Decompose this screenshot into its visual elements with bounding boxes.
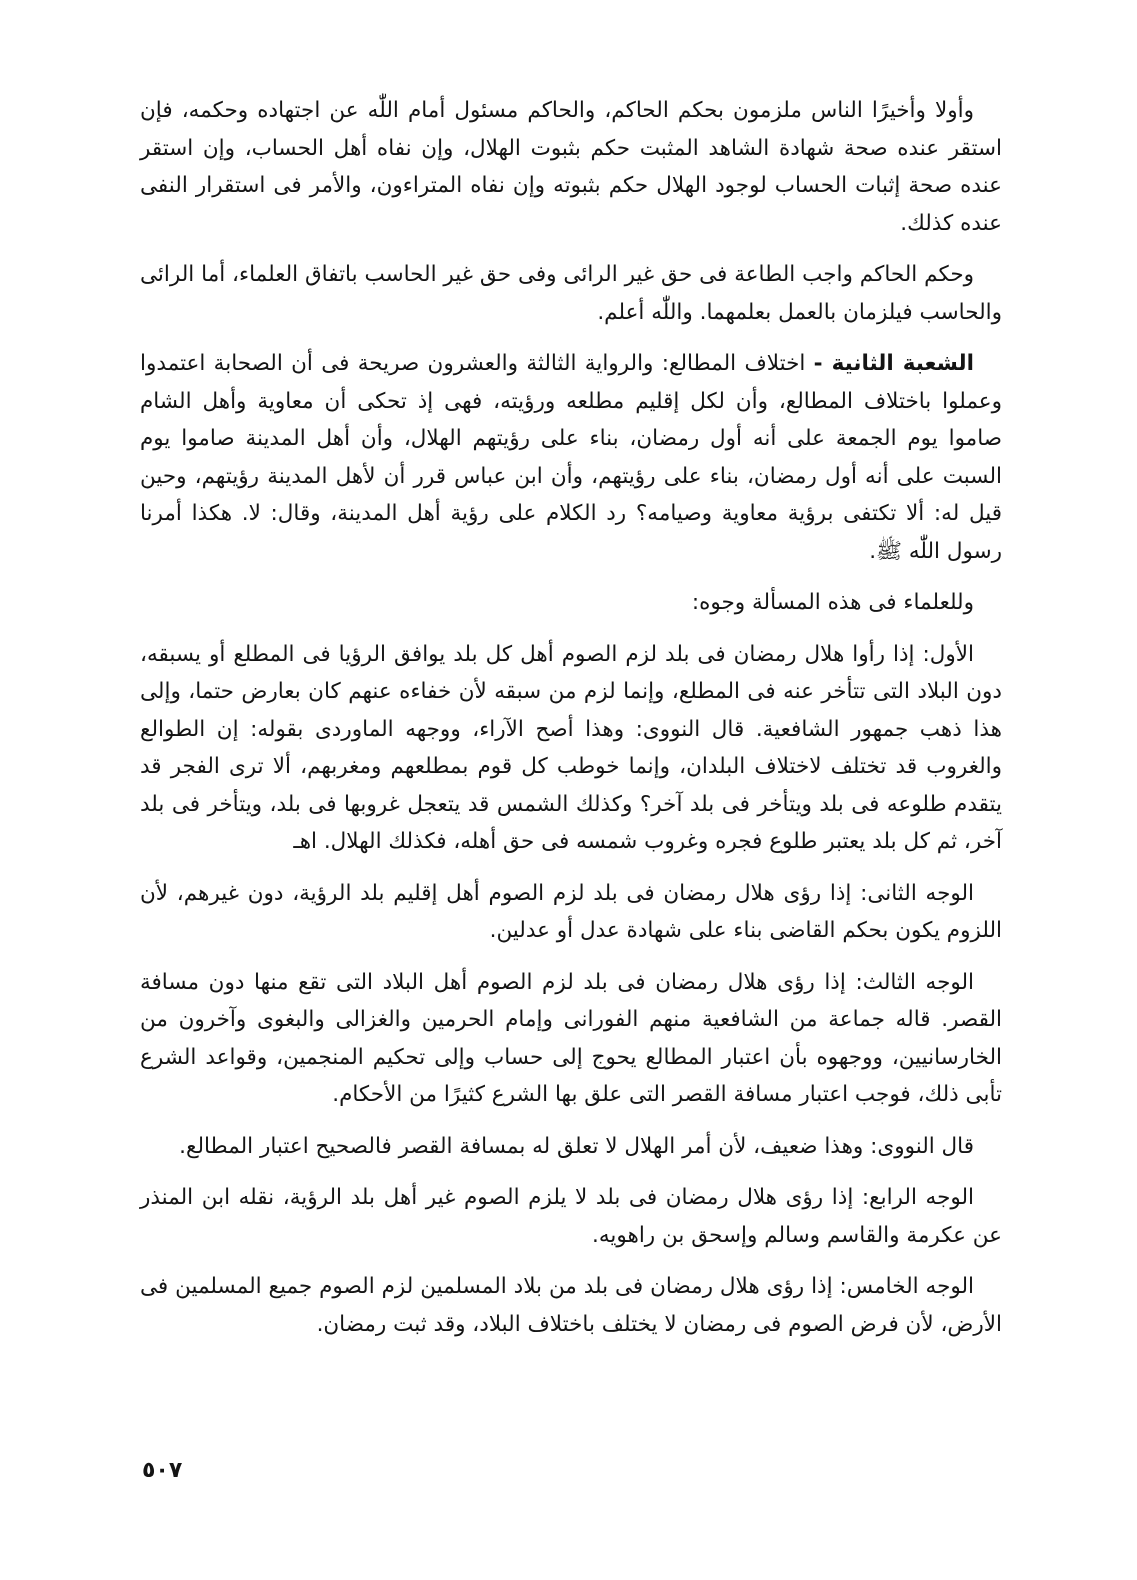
paragraph-different-horizons: [140, 345, 1002, 570]
paragraph-scholars-views: وللعلماء فى هذه المسألة وجوه:: [691, 590, 974, 615]
paragraph-ruler-obedience: وحكم الحاكم واجب الطاعة فى حق غير الرائى وفى حق غير الحاسب باتفاق العلماء، أما الرائى والحاسب فيلزمان بالعمل بعلمهما. واللّٰه أعلم.: [140, 262, 1002, 325]
paragraph-view-second: الوجه الثانى: إذا رؤى هلال رمضان فى بلد لزم الصوم أهل إقليم بلد الرؤية، دون غيرهم، لأن اللزوم يكون بحكم القاضى بناء على شهادة عدل أو عدلين.: [140, 880, 1002, 943]
paragraph-nawawi-comment: قال النووى: وهذا ضعيف، لأن أمر الهلال لا تعلق له بمسافة القصر فالصحيح اعتبار المطالع.: [179, 1133, 974, 1159]
paragraph-view-first: الأول: إذا رأوا هلال رمضان فى بلد لزم الصوم أهل كل بلد يوافق الرؤيا فى المطلع أو يسبقه، دون البلاد التى تتأخر عنه فى المطلع، وإنما لزم من سبقه لأن خفاءه عنهم كان بعارض حتما، وإلى هذا ذهب جمهور الشافعية. قال النووى: وهذا أصح الآراء، ووجهه الماوردى بقوله: إن الطوالع والغروب قد تختلف لاختلاف البلدان، وإنما خوطب كل قوم بمطلعهم ومغربهم، ألا ترى الفجر قد يتقدم طلوعه فى بلد ويتأخر فى بلد آخر؟ وكذلك الشمس قد يتعجل غروبها فى بلد، ويتأخر فى بلد آخر، ثم كل بلد يعتبر طلوع فجره وغروب شمسه فى حق أهله، فكذلك الهلال. اهـ: [140, 641, 1002, 854]
page-body: [140, 92, 1002, 1357]
paragraph-view-third: الوجه الثالث: إذا رؤى هلال رمضان فى بلد لزم الصوم أهل البلاد التى تقع منها دون مسافة القصر. قاله جماعة من الشافعية منهم الفورانى وإمام الحرمين والغزالى والبغوى وآخرون من الخارسانيين، ووجهوه بأن اعتبار المطالع يحوج إلى حساب وإلى تحكيم المنجمين، وقواعد الشرع تأبى ذلك، فوجب اعتبار مسافة القصر التى علق بها الشرع كثيرًا من الأحكام.: [140, 969, 1002, 1107]
paragraph-different-horizons-text: اختلاف المطالع: والرواية الثالثة والعشرون صريحة فى أن الصحابة اعتمدوا وعملوا باختلاف المطالع، وأن لكل إقليم مطلعه ورؤيته، فهى إذ تحكى أن معاوية وأهل الشام صاموا يوم الجمعة على أنه أول رمضان، بناء على رؤيتهم الهلال، وأن أهل المدينة صاموا يوم السبت على أنه أول رمضان، بناء على رؤيتهم، وأن ابن عباس قرر أن لأهل المدينة رؤيتهم، وحين قيل له: ألا تكتفى برؤية معاوية وصيامه؟ رد الكلام على رؤية أهل المدينة، وقال: لا. هكذا أمرنا رسول اللّٰه ﷺ.: [140, 351, 1002, 564]
section-heading: الشعبة الثانية -: [813, 351, 974, 376]
paragraph-view-fifth: الوجه الخامس: إذا رؤى هلال رمضان فى بلد من بلاد المسلمين لزم الصوم جميع المسلمين فى الأرض، لأن فرض الصوم فى رمضان لا يختلف باختلاف البلاد، وقد ثبت رمضان.: [140, 1274, 1002, 1337]
paragraph-ruler-judgment: وأولا وأخيرًا الناس ملزمون بحكم الحاكم، والحاكم مسئول أمام اللّٰه عن اجتهاده وحكمه، فإن استقر عنده صحة شهادة الشاهد المثبت حكم بثبوت الهلال، وإن نفاه أهل الحساب، وإن استقر عنده صحة إثبات الحساب لوجود الهلال حكم بثبوته وإن نفاه المتراءون، والأمر فى استقرار النفى عنده كذلك.: [140, 98, 1002, 236]
page-number: ٥٠٧: [142, 1458, 183, 1483]
paragraph-view-fourth: الوجه الرابع: إذا رؤى هلال رمضان فى بلد لا يلزم الصوم غير أهل بلد الرؤية، نقله ابن المنذر عن عكرمة والقاسم وسالم وإسحق بن راهويه.: [140, 1185, 1002, 1248]
